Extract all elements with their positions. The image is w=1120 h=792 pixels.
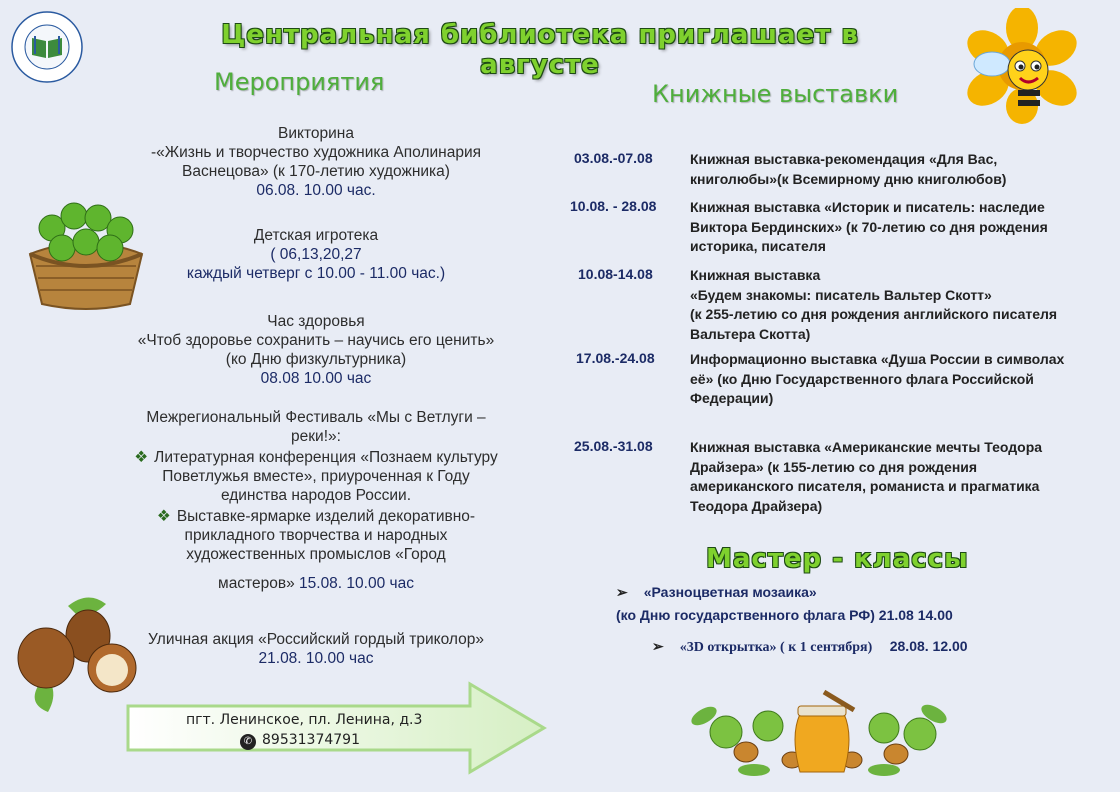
events-heading: Мероприятия	[214, 68, 385, 96]
exhibition-date: 03.08.-07.08	[574, 150, 653, 166]
exhibition-text: Книжная выставка-рекомендация «Для Вас, книголюбы»(к Всемирному дню книголюбов)	[690, 151, 1007, 187]
event-street-action	[96, 630, 536, 668]
address-text: пгт. Ленинское, пл. Ленина, д.3	[186, 712, 423, 728]
master-class-2: ➢ «3D открытка» ( к 1 сентября) 28.08. 12.00	[652, 638, 968, 655]
arrow-bullet-icon: ➢	[652, 640, 664, 655]
event-title: Уличная акция «Российский гордый триколор»	[147, 631, 484, 648]
event-line: «Чтоб здоровье сохранить – научись его ценить»	[137, 332, 495, 349]
festival-item: ❖ Литературная конференция «Познаем культуру	[134, 449, 498, 466]
event-line: (ко Дню физкультурника)	[225, 351, 407, 368]
festival-line: художественных промыслов «Город	[186, 546, 446, 563]
event-date: ( 06,13,20,27	[270, 246, 362, 263]
master-classes-heading: Мастер - классы	[706, 544, 969, 574]
event-title: Викторина	[278, 125, 354, 142]
honey-pot-image	[684, 686, 960, 782]
event-festival	[96, 408, 536, 593]
diamond-bullet-icon: ❖	[134, 449, 149, 466]
event-line: -«Жизнь и творчество художника Аполинария	[150, 144, 482, 161]
event-date: 08.08 10.00 час	[260, 370, 372, 387]
event-date: 21.08. 10.00 час	[258, 650, 374, 667]
festival-line: единства народов России.	[220, 487, 412, 504]
bee-icon	[966, 8, 1078, 124]
page-title: Центральная библиотека приглашает в августе	[221, 20, 859, 80]
festival-line: Поветлужья вместе», приуроченная к Году	[162, 468, 470, 485]
phone-number: 89531374791	[262, 732, 360, 748]
exhibition-text: Книжная выставка «Историк и писатель: наследие Виктора Бердинских» (к 70-летию со дня рождения историка, писателя	[690, 199, 1048, 254]
event-quiz	[96, 124, 536, 200]
festival-line: прикладного творчества и народных	[184, 527, 448, 544]
contacts-arrow	[124, 680, 548, 776]
phone-row[interactable]	[240, 732, 360, 750]
library-logo	[10, 10, 84, 84]
exhibition-text: Информационно выставка «Душа России в символах её» (ко Дню Государственного флага Российской Федерации)	[690, 351, 1065, 406]
event-date: каждый четверг с 10.00 - 11.00 час.)	[186, 265, 446, 282]
exhibition-date: 25.08.-31.08	[574, 438, 653, 454]
arrow-bullet-icon: ➢	[616, 584, 628, 600]
event-date: 06.08. 10.00 час.	[256, 182, 376, 199]
exhibition-date: 10.08-14.08	[578, 266, 653, 282]
event-kids-games	[96, 226, 536, 283]
exhibition-date: 17.08.-24.08	[576, 350, 655, 366]
diamond-bullet-icon: ❖	[156, 508, 171, 525]
exhibitions-heading: Книжные выставки	[652, 80, 899, 108]
phone-icon: ✆	[240, 734, 256, 750]
festival-title: Межрегиональный Фестиваль «Мы с Ветлуги –	[146, 409, 486, 426]
festival-item: ❖ Выставке-ярмарке изделий декоративно-	[156, 508, 476, 525]
exhibition-text: Книжная выставка «Американские мечты Теодора Драйзера» (к 155-летию со дня рождения американского писателя, романиста и прагматика Теодора Драйзера)	[690, 439, 1043, 514]
event-date: 15.08. 10.00 час	[299, 575, 414, 592]
exhibition-date: 10.08. - 28.08	[570, 198, 657, 214]
festival-title: реки!»:	[291, 428, 341, 445]
event-line: Васнецова» (к 170-летию художника)	[182, 163, 450, 180]
master-class-1: ➢ «Разноцветная мозаика» (ко Дню государственного флага РФ) 21.08 14.00	[616, 584, 953, 623]
festival-line: мастеров»	[218, 575, 295, 592]
event-health-hour	[96, 312, 536, 388]
event-title: Детская игротека	[253, 227, 379, 244]
exhibition-text: Книжная выставка «Будем знакомы: писатель Вальтер Скотт» (к 255-летию со дня рождения английского писателя Вальтера Скотта)	[690, 267, 1058, 342]
event-title: Час здоровья	[267, 313, 365, 330]
